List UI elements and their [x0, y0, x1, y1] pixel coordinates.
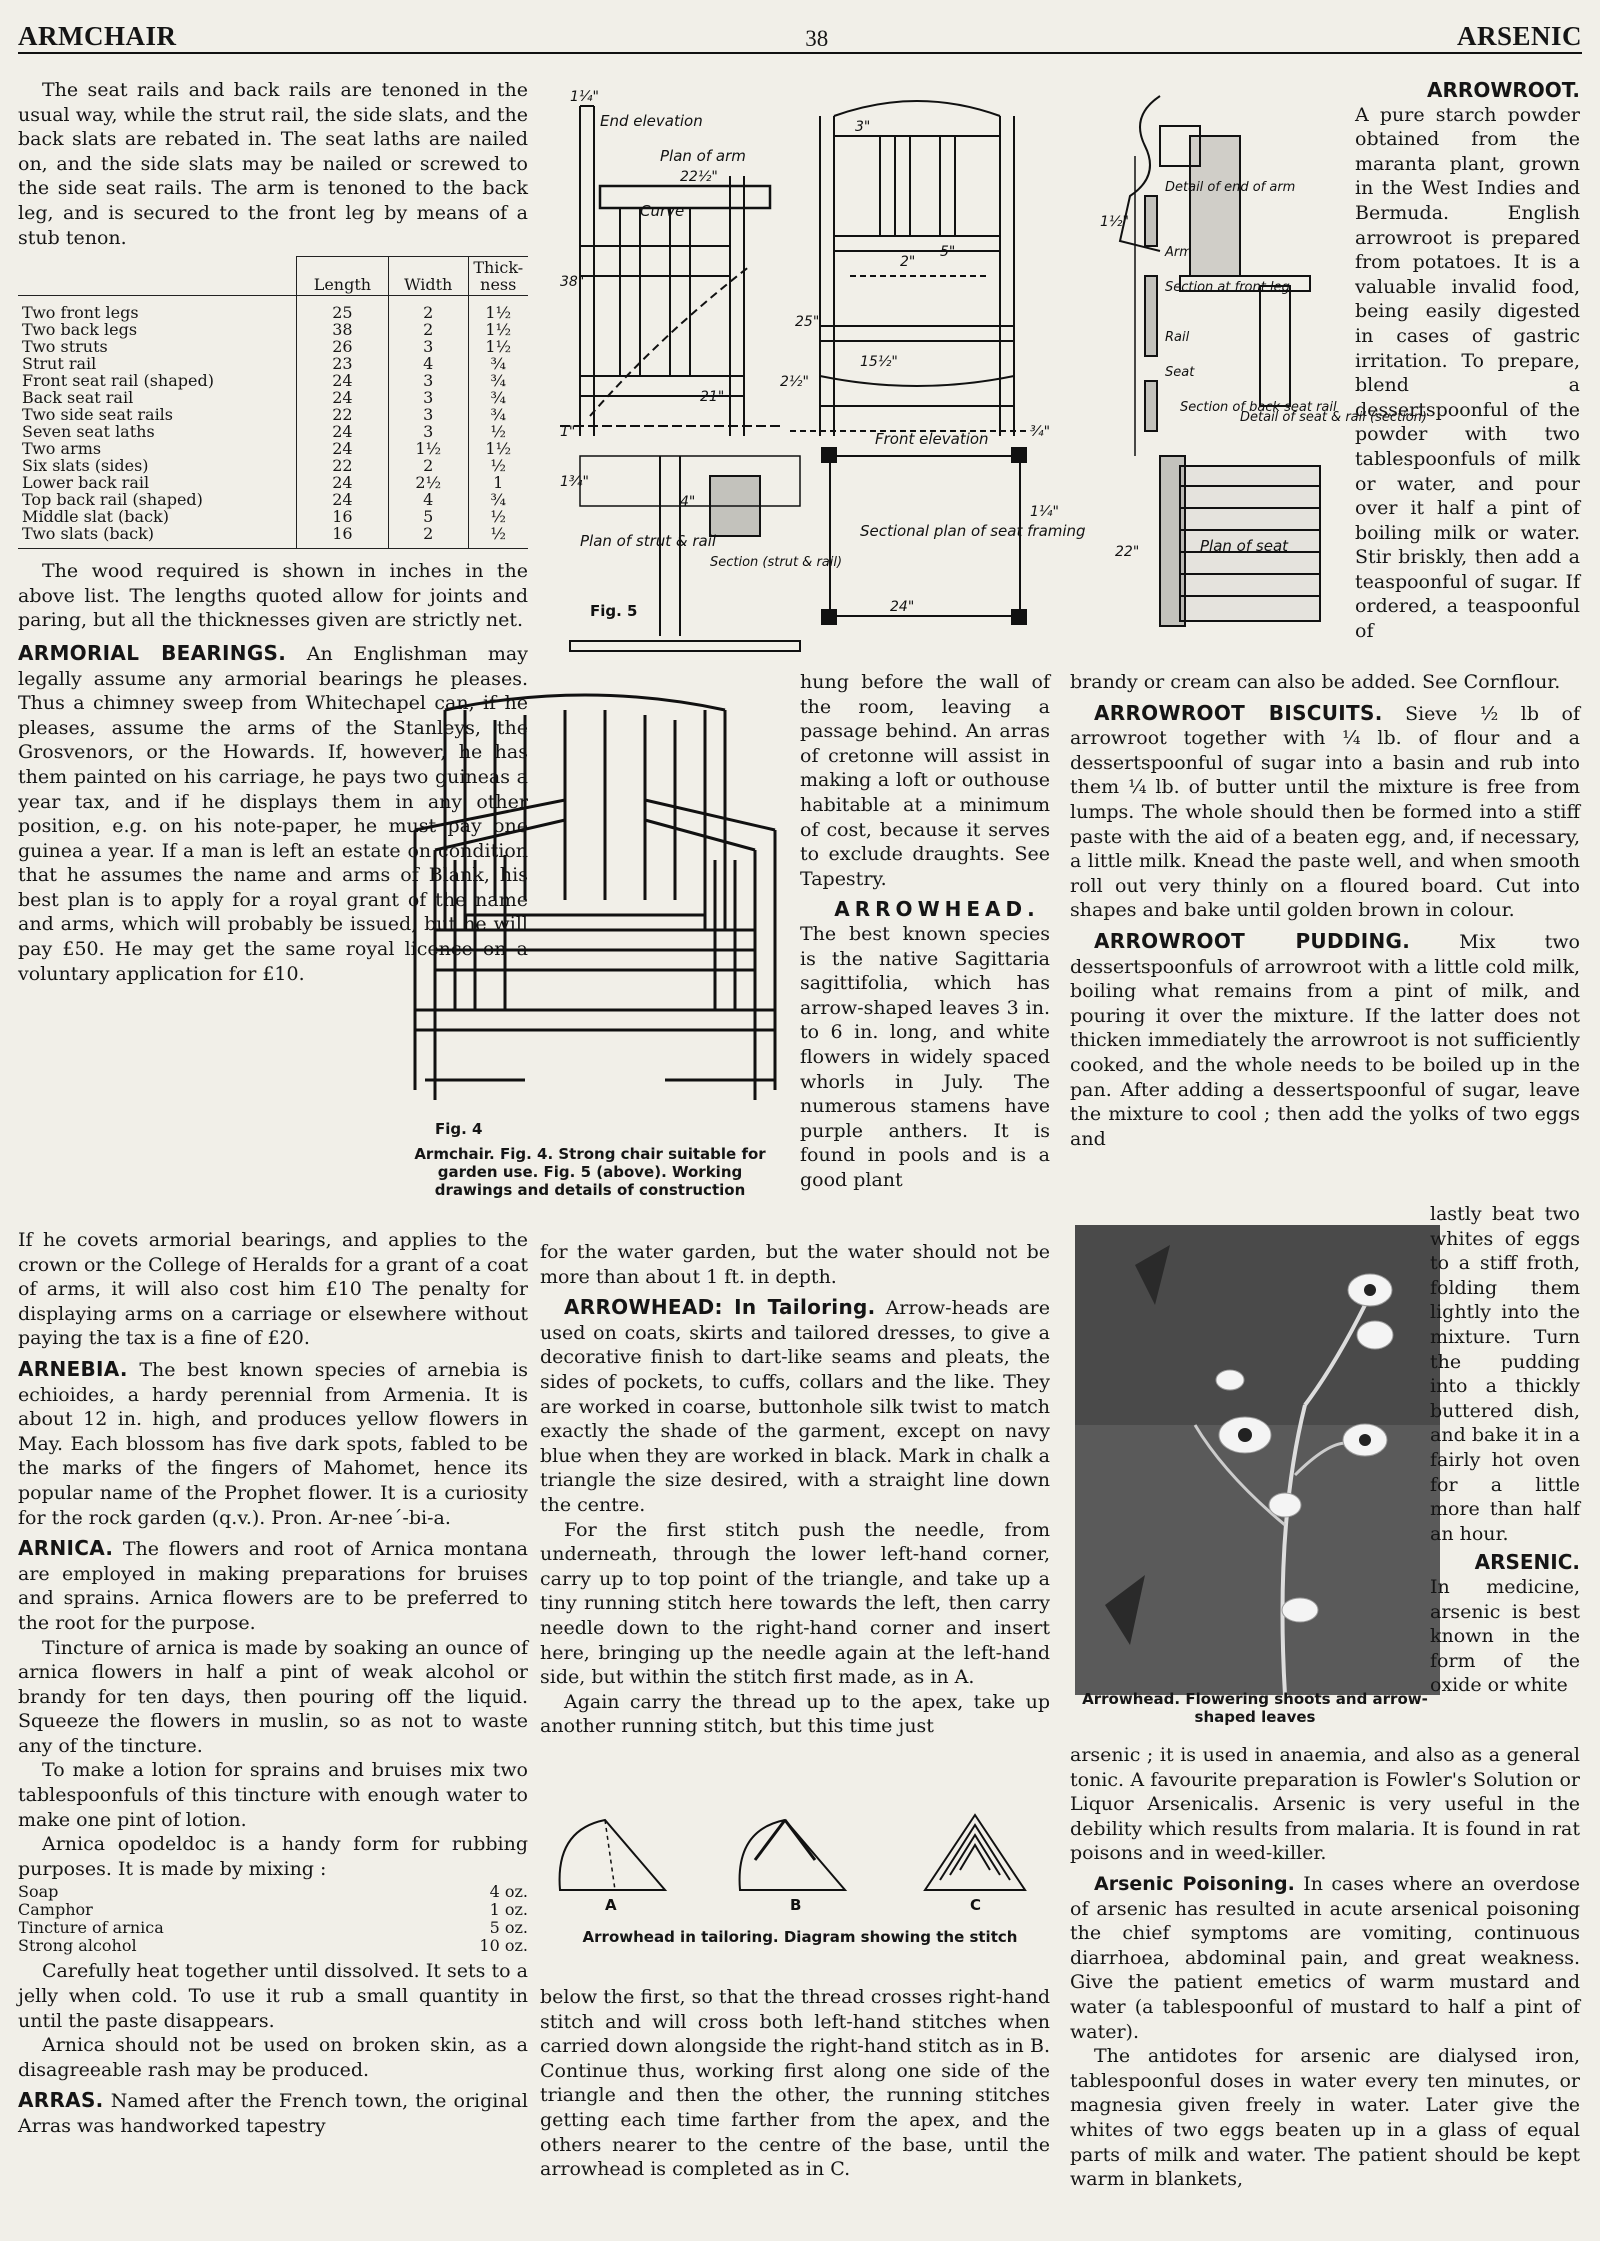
svg-text:15½": 15½" — [860, 354, 898, 370]
svg-text:22": 22" — [1115, 544, 1140, 560]
svg-text:1¼": 1¼" — [1030, 504, 1059, 520]
paragraph-tailoring-4: below the first, so that the thread crosses right-hand stitch and will cross both left-hand stitches when carried down alongside the right-hand stitch as in B. Continue thus, working first along one side of the triangle and then the other, the running stitches getting each time farther from the apex, and the others nearer to the centre of the base, until the arrowhead is completed as in C. — [540, 1986, 1050, 2181]
heading-arsenic: ARSENIC. — [1474, 1550, 1580, 1575]
heading-arnebia: ARNEBIA. — [18, 1356, 128, 1381]
table-row: Lower back rail 24 2½ 1 — [18, 474, 528, 491]
table-row: Two side seat rails 22 3 ¾ — [18, 406, 528, 423]
table-row: Middle slat (back) 16 5 ½ — [18, 508, 528, 525]
column-middle-upper — [800, 670, 1050, 1192]
stitch-label-c: C — [970, 1896, 982, 1914]
table-header-length: Length — [296, 257, 388, 296]
entry-arnica: ARNICA. The flowers and root of Arnica montana are employed in making preparations for bruises and sprains. Arnica flowers are to be preferred to the root for the purpose. — [18, 1536, 528, 1634]
heading-arrowroot: ARROWROOT. — [1427, 78, 1580, 102]
paragraph-poisoning-2: The antidotes for arsenic are dialysed iron, tablespoonful doses in water every ten minutes, or magnesia given freely in water. Later give the whites of two eggs beaten up in a glass of equal parts of milk and water. The patient should be kept warm in blankets, — [1070, 2045, 1580, 2191]
heading-armorial: ARMORIAL BEARINGS. — [18, 640, 287, 665]
paragraph-wood: The wood required is shown in inches in the above list. The lengths quoted allow for joints and paring, but all the thicknesses given are strictly net. — [18, 560, 528, 632]
svg-text:Plan of strut & rail: Plan of strut & rail — [580, 532, 717, 550]
materials-table — [18, 256, 528, 549]
svg-text:1¼": 1¼" — [570, 89, 599, 105]
paragraph-arras-cont: hung before the wall of the room, leaving a passage behind. An arras of cretonne will assist in making a loft or outhouse habitable at a minimum of cost, because it serves to exclude draughts. See Tapestry. — [800, 671, 1050, 890]
svg-text:Section of back seat rail: Section of back seat rail — [1180, 400, 1337, 415]
table-row: Strut rail 23 4 ¾ — [18, 355, 528, 372]
svg-text:Rail: Rail — [1165, 330, 1190, 345]
table-row: Two slats (back) 16 2 ½ — [18, 525, 528, 549]
column-right-side — [1430, 1202, 1580, 1698]
svg-text:22½": 22½" — [680, 169, 718, 185]
column-right-upper — [1355, 78, 1580, 644]
running-head-right: ARSENIC — [1456, 21, 1582, 51]
svg-text:2½": 2½" — [780, 374, 809, 390]
svg-text:1": 1" — [560, 424, 576, 440]
stitch-label-b: B — [790, 1896, 802, 1914]
table-row: Two struts 26 3 1½ — [18, 338, 528, 355]
paragraph-arnica-5: Carefully heat together until dissolved. It sets to a jelly when cold. To use it rub a small quantity in until the paste disappears. — [18, 1960, 528, 2032]
list-item: Soap 4 oz. — [18, 1882, 528, 1902]
table-row: Two back legs 38 2 1½ — [18, 321, 528, 338]
table-row: Top back rail (shaped) 24 4 ¾ — [18, 491, 528, 508]
heading-pudding: ARROWROOT PUDDING. — [1094, 928, 1411, 953]
paragraph-arrowhead-cont: for the water garden, but the water should not be more than about 1 ft. in depth. — [540, 1241, 1050, 1288]
svg-text:End elevation: End elevation — [600, 112, 703, 130]
paragraph-arrowhead: The best known species is the native Sagittaria sagittifolia, which has arrow-shaped leaves 3 in. to 6 in. long, and white flowers in widely spaced whorls in July. The numerous stamens have purple anthers. It is found in pools and is a good plant — [800, 922, 1050, 1191]
working-drawings-svg — [560, 76, 1427, 656]
heading-poisoning: Arsenic Poisoning. — [1094, 1872, 1295, 1895]
table-row: Front seat rail (shaped) 24 3 ¾ — [18, 372, 528, 389]
stitch-caption: Arrowhead in tailoring. Diagram showing the stitch — [582, 1928, 1018, 1946]
list-item: Tincture of arnica 5 oz. — [18, 1918, 528, 1938]
svg-text:4": 4" — [680, 494, 696, 510]
table-row: Six slats (sides) 22 2 ½ — [18, 457, 528, 474]
heading-arras: ARRAS. — [18, 2088, 104, 2113]
paragraph-pudding-side: lastly beat two whites of eggs to a stiff froth, folding them lightly into the mixture. Turn the pudding into a thickly buttered dish, and bake it in a fairly hot oven for a little more than half an hour. — [1430, 1203, 1580, 1545]
entry-biscuits: ARROWROOT BISCUITS. Sieve ½ lb of arrowroot together with ¼ lb. of flour and a dessertspoonful of sugar into a basin and rub into them ¼ lb. of butter until the mixture is free from lumps. The whole should then be formed into a stiff paste with the aid of a beaten egg, and, if necessary, a little milk. Knead the paste well, and when smooth roll out very thinly on a floured board. Cut into shapes and bake until golden brown in colour. — [1070, 700, 1580, 922]
column-right-lower — [1070, 1743, 1580, 2192]
svg-text:21": 21" — [700, 389, 725, 405]
page-number: 38 — [805, 26, 829, 51]
svg-text:1½": 1½" — [1100, 214, 1129, 230]
paragraph-rails: The seat rails and back rails are tenoned in the usual way, while the strut rail, the side slats, and the back slats are rebated in. The seat laths are nailed on, and the side slats may be nailed or screwed to the side seat rails. The arm is tenoned to the back leg, and is secured to the front leg by means of a stub tenon. — [18, 79, 528, 249]
svg-text:Section at front leg: Section at front leg — [1165, 280, 1290, 295]
column-left-lower — [18, 1228, 528, 2139]
paragraph-arnica-2: Tincture of arnica is made by soaking an ounce of arnica flowers in half a pint of weak alcohol or brandy for ten days, then pouring off the liquid. Squeeze the flowers in muslin, so as not to waste any of the tincture. — [18, 1636, 528, 1757]
svg-text:38": 38" — [560, 274, 585, 290]
plan-strut-drawing — [570, 456, 800, 651]
paragraph-armorial-2: If he covets armorial bearings, and applies to the crown or the College of Heralds for a grant of a coat of arms, it will also cost him £10 The penalty for displaying arms on a carriage or elsewhere without paying the tax is a fine of £20. — [18, 1229, 528, 1350]
svg-text:1¾": 1¾" — [560, 474, 589, 490]
svg-text:Sectional plan of seat framing: Sectional plan of seat framing — [860, 522, 1086, 540]
page-header — [18, 18, 1582, 54]
photo-caption: Arrowhead. Flowering shoots and arrow-shaped leaves — [1082, 1690, 1428, 1726]
heading-arrowhead: ARROWHEAD. — [834, 897, 1040, 922]
svg-text:Seat: Seat — [1165, 365, 1195, 380]
heading-arnica: ARNICA. — [18, 1536, 114, 1561]
paragraph-arrowroot: A pure starch powder obtained from the maranta plant, grown in the West Indies and Bermuda. English arrowroot is prepared from potatoes. It is a valuable invalid food, being easily digested in cases of gastric irritation. To prepare, blend a dessertspoonful of the powder with two tablespoonfuls of milk or water, and pour over it half a pint of boiling milk or water. Stir briskly, then add a teaspoonful of sugar. If ordered, a teaspoonful of — [1355, 103, 1580, 643]
entry-pudding: ARROWROOT PUDDING. Mix two dessertspoonfuls of arrowroot with a little cold milk, boiling what remains from a pint of milk, and pouring it over the mixture. If the latter does not thicken immediately the arrowroot is not sufficiently cooked, and the whole needs to be boiled up in the pan. After adding a dessertspoonful of sugar, leave the mixture to cool ; then add the yolks of two eggs and — [1070, 928, 1580, 1150]
paragraph-tailoring-3: Again carry the thread up to the apex, take up another running stitch, but this time just — [540, 1690, 1050, 1738]
figure-4-caption: Armchair. Fig. 4. Strong chair suitable for garden use. Fig. 5 (above). Working drawings and details of construction — [414, 1145, 766, 1199]
stitch-diagram-svg — [545, 1800, 1045, 1914]
table-row: Back seat rail 24 3 ¾ — [18, 389, 528, 406]
figure-4-label: Fig. 4 — [435, 1120, 483, 1138]
svg-text:Arm: Arm — [1165, 245, 1192, 260]
table-row: Two arms 24 1½ 1½ — [18, 440, 528, 457]
list-item: Camphor 1 oz. — [18, 1900, 528, 1920]
paragraph-arsenic-side: In medicine, arsenic is best known in the form of the oxide or white — [1430, 1575, 1580, 1697]
svg-text:¾": ¾" — [1030, 424, 1051, 440]
paragraph-tailoring-2: For the first stitch push the needle, from underneath, through the lower left-hand corner, carry up to top point of the triangle, and take up a tiny running stitch here towards the left, then carry needle down to the right-hand corner and insert here, bringing up the needle again at the left-hand side, but within the stitch first made, as in A. — [540, 1518, 1050, 1689]
figure-5-label: Fig. 5 — [590, 602, 638, 620]
column-middle-lower — [540, 1985, 1050, 2182]
svg-text:Detail of end of arm: Detail of end of arm — [1165, 180, 1296, 195]
stitch-label-a: A — [605, 1896, 617, 1914]
figure-4-armchair — [405, 680, 790, 1170]
svg-text:2": 2" — [900, 254, 916, 270]
svg-text:5": 5" — [940, 244, 956, 260]
paragraph-arnica-4: Arnica opodeldoc is a handy form for rubbing purposes. It is made by mixing : — [18, 1833, 528, 1880]
entry-tailoring: ARROWHEAD: In Tailoring. Arrow-heads are used on coats, skirts and tailored dresses, to give a decorative finish to dart-like seams and pleats, the sides of pockets, to cuffs, collars and the like. They are worked in coarse, buttonhole silk twist to match exactly the shade of the garment, except on navy blue when they are worked in black. Mark in chalk a triangle the size desired, with a straight line down the centre. — [540, 1295, 1050, 1516]
paragraph-arnica-6: Arnica should not be used on broken skin, as a disagreeable rash may be produced. — [18, 2034, 528, 2081]
table-row: Seven seat laths 24 3 ½ — [18, 423, 528, 440]
column-middle — [540, 1240, 1050, 1739]
table-row: Two front legs 25 2 1½ — [18, 296, 528, 322]
svg-text:Front elevation: Front elevation — [875, 430, 989, 448]
svg-text:24": 24" — [890, 599, 915, 615]
paragraph-arnica-3: To make a lotion for sprains and bruises mix two tablespoonfuls of this tincture with enough water to make one pint of lotion. — [18, 1759, 528, 1831]
opodeldoc-mix — [18, 1883, 528, 1955]
table-header-thickness: Thick-ness — [468, 257, 528, 296]
entry-armorial: ARMORIAL BEARINGS. An Englishman may legally assume any armorial bearings he pleases. Thus a chimney sweep from Whitechapel can, if he pleases, assume the arms of the Stanleys, the Grosvenors, or the Howards. If, however, he has them painted on his carriage, he pays two guineas a year tax, and if he displays them in any other position, e.g. on his note-paper, he must pay one guinea a year. If a man is left an estate on condition that he assumes the name and arms of Blank, his best plan is to apply for a royal grant of the name and arms, which will probably be issued, but he will pay £50. He may get the same royal licence on a voluntary application for £10. — [18, 640, 528, 985]
svg-text:Plan of seat: Plan of seat — [1200, 537, 1289, 555]
column-right — [1070, 670, 1580, 1151]
svg-text:Detail of seat & rail (section: Detail of seat & rail (section) — [1240, 410, 1427, 425]
paragraph-arsenic: arsenic ; it is used in anaemia, and also as a general tonic. A favourite preparation is Fowler's Solution or Liquor Arsenicalis. Arsenic is very useful in the debility which results from malaria. It is found in rat poisons and in weed-killer. — [1070, 1744, 1580, 1865]
table-header-width: Width — [388, 257, 468, 296]
entry-poisoning: Arsenic Poisoning. In cases where an overdose of arsenic has resulted in acute arsenical poisoning the chief symptoms are vomiting, continuous diarrhoea, abdominal pain, and great weakness. Give the patient emetics of warm mustard and water (a tablespoonful of mustard to half a pint of water). — [1070, 1872, 1580, 2043]
running-head-left: ARMCHAIR — [18, 21, 177, 51]
heading-biscuits: ARROWROOT BISCUITS. — [1094, 700, 1383, 725]
entry-arras: ARRAS. Named after the French town, the original Arras was handworked tapestry — [18, 2088, 529, 2137]
svg-text:25": 25" — [795, 314, 820, 330]
paragraph-arrowroot-cont: brandy or cream can also be added. See Cornflour. — [1070, 671, 1561, 693]
armchair-illustration — [405, 680, 790, 1120]
svg-text:Section (strut & rail): Section (strut & rail) — [710, 555, 843, 570]
entry-arnebia: ARNEBIA. The best known species of arnebia is echioides, a hardy perennial from Armenia. It is about 12 in. high, and produces yellow flowers in May. Each blossom has five dark spots, fabled to be the marks of the fingers of Mahomet, hence its popular name of the Prophet flower. It is a curiosity for the rock garden (q.v.). Pron. Ar-nee´-bi-a. — [18, 1356, 528, 1529]
arrowhead-photo — [1075, 1225, 1440, 1695]
heading-tailoring: ARROWHEAD: In Tailoring. — [564, 1295, 876, 1320]
arrowhead-plant-image — [1075, 1225, 1440, 1695]
svg-text:3": 3" — [855, 119, 871, 135]
list-item: Strong alcohol 10 oz. — [18, 1936, 528, 1956]
svg-text:Plan of arm: Plan of arm — [660, 147, 746, 165]
svg-text:Curve: Curve — [640, 202, 685, 220]
figure-arrowhead-stitch — [545, 1800, 1045, 1980]
figure-5-drawings — [560, 76, 1427, 656]
